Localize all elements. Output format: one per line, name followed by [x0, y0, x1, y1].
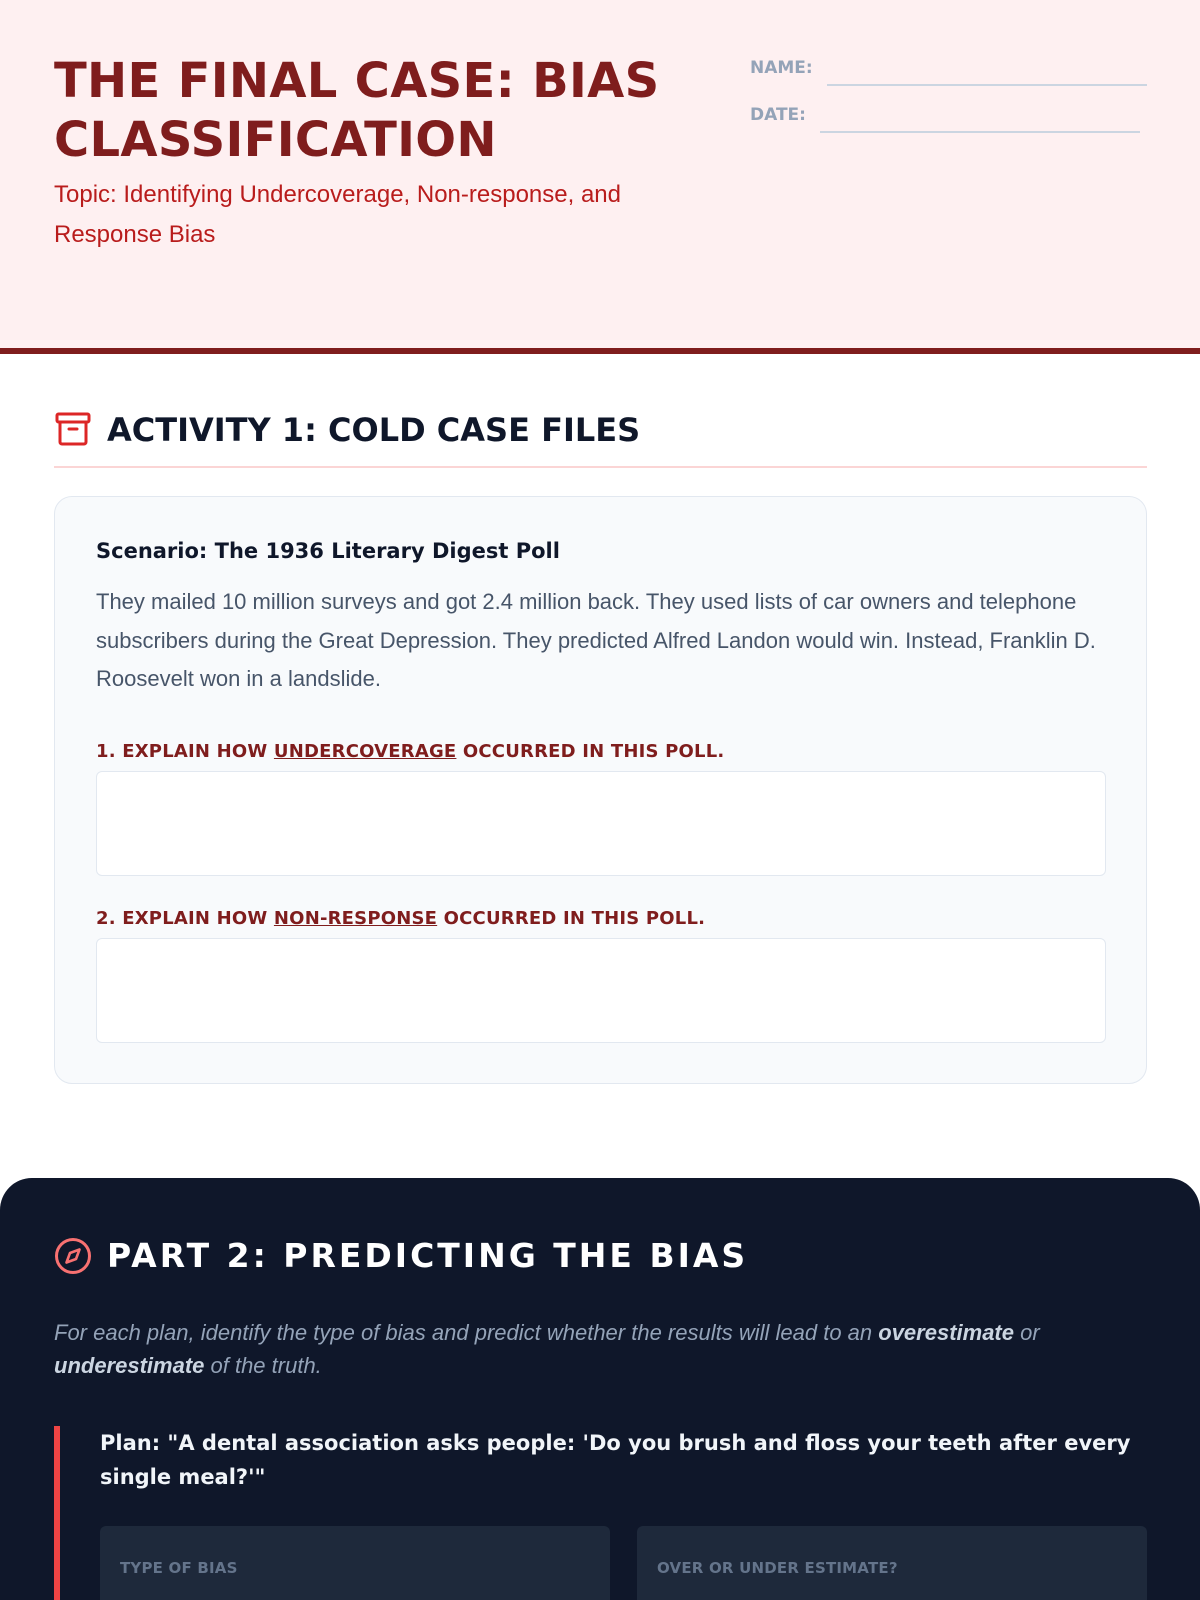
archive-box-icon	[54, 410, 92, 448]
type-of-bias-field[interactable]	[100, 1526, 610, 1600]
date-field[interactable]	[750, 103, 1150, 133]
name-field[interactable]	[750, 56, 1150, 86]
activity1-title: ACTIVITY 1: COLD CASE FILES	[107, 411, 641, 449]
plan-card	[54, 1426, 1147, 1600]
part2-panel	[0, 1178, 1200, 1600]
plan-text: Plan: "A dental association asks people: 'Do you brush and floss your teeth after every single meal?'"	[100, 1431, 1131, 1489]
worksheet-header	[0, 0, 1200, 354]
name-input-line[interactable]	[827, 84, 1147, 86]
part2-title: PART 2: PREDICTING THE BIAS	[107, 1236, 749, 1275]
question-2-term: NON-RESPONSE	[273, 908, 438, 929]
date-input-line[interactable]	[820, 131, 1140, 133]
type-of-bias-label: TYPE OF BIAS	[120, 1559, 238, 1577]
estimate-field[interactable]	[637, 1526, 1147, 1600]
compass-icon	[54, 1237, 92, 1275]
estimate-label: OVER OR UNDER ESTIMATE?	[657, 1559, 898, 1577]
page-title: THE FINAL CASE: BIAS CLASSIFICATION	[54, 53, 660, 168]
question-1-label: 1. EXPLAIN HOW UNDERCOVERAGE OCCURRED IN THIS POLL.	[96, 741, 725, 762]
scenario-body: They mailed 10 million surveys and got 2.4 million back. They used lists of car owners and telephone subscribers during the Great Depression. They predicted Alfred Landon would win. Instead, Franklin D. Roosevelt won in a landslide.	[96, 589, 1096, 691]
question-2-label: 2. EXPLAIN HOW NON-RESPONSE OCCURRED IN THIS POLL.	[96, 908, 706, 929]
name-label: NAME:	[750, 58, 813, 78]
part2-instructions: For each plan, identify the type of bias and predict whether the results will lead to an overestimate or underestimate of the truth.	[54, 1320, 1040, 1378]
question-1-answer-box[interactable]	[96, 771, 1106, 876]
date-label: DATE:	[750, 105, 806, 125]
scenario-title: Scenario: The 1936 Literary Digest Poll	[96, 539, 560, 563]
activity1-heading	[54, 410, 1147, 468]
page-subtitle: Topic: Identifying Undercoverage, Non-response, and Response Bias	[54, 181, 621, 248]
question-2-answer-box[interactable]	[96, 938, 1106, 1043]
case-card	[54, 496, 1147, 1084]
question-1-term: UNDERCOVERAGE	[273, 741, 457, 762]
